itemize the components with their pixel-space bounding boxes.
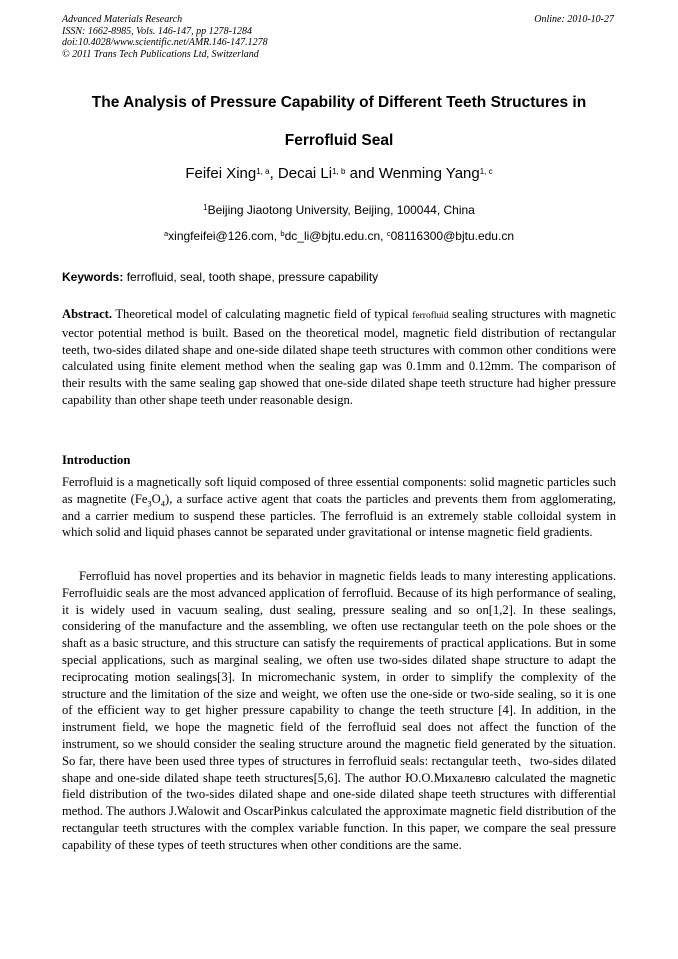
intro-paragraph-1 <box>62 474 616 541</box>
abstract <box>62 306 616 409</box>
author-2: Decai Li <box>277 165 333 182</box>
author-list <box>62 164 616 184</box>
affiliation-text: Beijing Jiaotong University, Beijing, 100044, China <box>207 203 475 217</box>
author-sep-2: and <box>345 165 379 182</box>
email-a-mark: a <box>164 229 169 238</box>
author-3: Wenming Yang <box>378 165 480 182</box>
section-heading-introduction: Introduction <box>62 453 131 467</box>
copyright-line: © 2011 Trans Tech Publications Ltd, Switzerland <box>62 48 259 60</box>
title-line-2: Ferrofluid Seal <box>284 132 394 149</box>
email-b: dc_li@bjtu.edu.cn, <box>284 229 387 243</box>
email-list <box>62 226 616 246</box>
abstract-small-word: ferrofluid <box>412 311 449 321</box>
keywords-text: ferrofluid, seal, tooth shape, pressure capability <box>123 270 379 284</box>
issn-line: ISSN: 1662-8985, Vols. 146-147, pp 1278-1284 <box>62 25 252 37</box>
abstract-label: Abstract. <box>62 307 113 321</box>
intro-p1-sub-2: 4 <box>160 498 166 509</box>
online-date: Online: 2010-10-27 <box>534 14 614 25</box>
affiliation <box>62 200 616 220</box>
author-1-affil: 1, a <box>256 167 270 176</box>
intro-p1-sub-1: 3 <box>147 498 152 509</box>
journal-header <box>62 14 268 60</box>
author-3-affil: 1, c <box>479 167 493 176</box>
intro-p1-text-b: O <box>151 491 161 506</box>
keywords <box>62 268 616 286</box>
abstract-text-1: Theoretical model of calculating magnetic field of typical <box>112 307 413 321</box>
abstract-text-2: sealing structures with magnetic vector potential method is built. Based on the theoretical model, magnetic field distribution of rectangular teeth, two-sides dilated shape and one-side dilated shape teeth structures with common other conditions were calculated using finite element method when the sealing gap was 0.1mm and 0.12mm. The comparison of their results with the same sealing gap showed that one-side dilated shape teeth structure had higher pressure capability than other shape teeth under reasonable design. <box>62 307 616 407</box>
author-sep-1: , <box>269 165 278 182</box>
intro-paragraph-2: Ferrofluid has novel properties and its behavior in magnetic fields leads to many interesting applications. Ferrofluidic seals are the most advanced application of ferrofluid. Because of its high performance of sealing, it is widely used in vacuum sealing, dust sealing, pressure sealing and so on[1,2]. In these sealings, considering of the manufacture and the assembling, we often use rectangular teeth on the pole shoes or the shaft as a basic structure, and this structure can satisfy the requirements of practical applications. But in some special applications, such as marginal sealing, we often use two-sides dilated shape structure to adapt the reciprocating motion sealings[3]. In micromechanic system, in order to simplify the complexity of the structure and the limitation of the size and weight, we often use the one-side or two-side sealing, so it is one of the efficient way to get higher pressure capability to change the teeth structure [4]. In addition, in the instrument field, we hope the magnetic field of the ferrofluid seal does not affect the function of the instrument, so we should consider the sealing structure around the magnetic field generated by the situation. So far, there have been used three types of structures in ferrofluid seals: rectangular teeth、two-sides dilated shape and one-side dilated shape teeth structures[5,6]. The author Ю.О.Михалевю calculated the magnetic field distribution of the two-sides dilated shape and one-side dilated shape teeth structures with differential method. The authors J.Walowit and OscarPinkus calculated the approximate magnetic field distribution of the rectangular teeth structures with the complex variable function. In this paper, we compare the seal pressure capability of these types of teeth structures when other conditions are the same. <box>62 569 616 852</box>
email-a: xingfeifei@126.com, <box>168 229 281 243</box>
email-b-mark: b <box>280 229 285 238</box>
email-c-mark: c <box>386 229 391 238</box>
doi-line: doi:10.4028/www.scientific.net/AMR.146-147.1278 <box>62 37 268 48</box>
intro-p1-text-a: Ferrofluid is a magnetically soft liquid composed of three essential components: solid magnetic particles such as magnetite (Fe <box>62 475 616 506</box>
intro-p1-text-c: ), a surface active agent that coats the particles and prevents them from agglomerating, and a carrier medium to suspend these particles. The ferrofluid is an extremely stable colloidal system in which solid and liquid phases cannot be separated under gravitational or intense magnetic field gradients. <box>62 491 616 540</box>
keywords-label: Keywords: <box>62 270 124 284</box>
author-2-affil: 1, b <box>332 167 346 176</box>
paper-title <box>62 84 616 160</box>
email-c: 08116300@bjtu.edu.cn <box>390 229 514 243</box>
title-line-1: The Analysis of Pressure Capability of Different Teeth Structures in <box>91 94 587 111</box>
affiliation-mark: 1 <box>203 203 208 212</box>
author-1: Feifei Xing <box>185 165 257 182</box>
journal-name: Advanced Materials Research <box>62 14 183 25</box>
